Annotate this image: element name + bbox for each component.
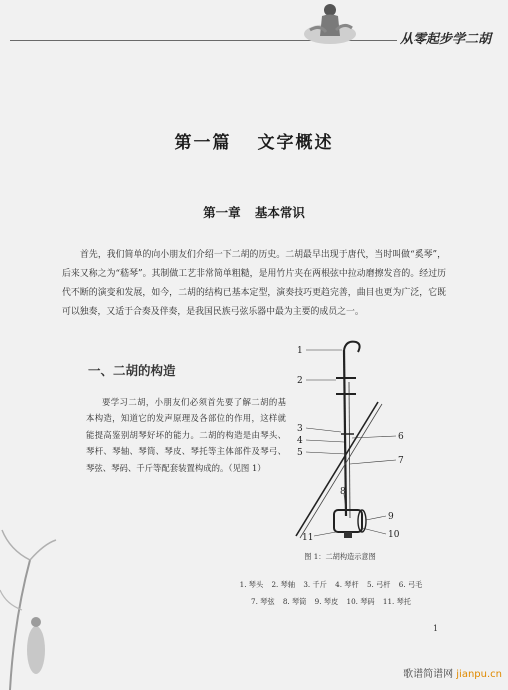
erhu-head	[344, 342, 360, 352]
parts-legend-item: 11. 琴托	[382, 597, 411, 606]
section-title: 一、二胡的构造	[88, 363, 176, 378]
callout-number: 1	[297, 346, 303, 356]
callout-number: 8	[340, 487, 346, 497]
callout-number: 10	[388, 530, 400, 540]
parts-legend-item: 8. 琴筒	[282, 597, 307, 606]
intro-paragraph: 首先，我们简单的向小朋友们介绍一下二胡的历史。二胡最早出现于唐代，当时叫做“奚琴”，后来又称之为“嵇琴”。其制做工艺非常简单粗糙，是用竹片夹在两根弦中拉动磨擦发音的。经过历代不断的演变和发展，如今，二胡的结构已基本定型，演奏技巧更趋完善，曲目也更为广泛，它既可以独奏，又适于合奏及伴奏，是我国民族弓弦乐器中最为主要的成员之一。	[62, 250, 446, 317]
section-paragraph: 要学习二胡，小朋友们必须首先要了解二胡的基本构造，知道它的发声原理及各部位的作用，这样就能提高鉴别胡琴好坏的能力。二胡的构造是由琴头、琴杆、琴轴、琴筒、琴皮、琴托等主体部件及琴弓、琴弦、琴码、千斤等配套装置构成的。（见图 1）	[86, 397, 286, 473]
parts-legend-item: 3. 千斤	[303, 580, 327, 589]
callout-number: 4	[297, 436, 303, 446]
callout-number: 11	[302, 533, 314, 543]
callout-number: 5	[297, 448, 303, 458]
parts-legend-item: 6. 弓毛	[398, 580, 423, 589]
parts-legend-item: 10. 琴码	[346, 597, 375, 606]
callout-number: 6	[398, 432, 404, 442]
chapter-title: 第一章 基本常识	[203, 205, 305, 220]
part-title: 第一篇 文字概述	[174, 133, 334, 153]
callout-number: 3	[297, 424, 303, 434]
watermark-url: jianpu.cn	[456, 669, 502, 680]
parts-legend-item: 2. 琴轴	[271, 580, 296, 589]
decorative-plant-illustration	[0, 500, 60, 690]
parts-legend-item: 9. 琴皮	[314, 597, 339, 606]
page-number: 1	[433, 624, 439, 633]
callout-number: 7	[398, 456, 404, 466]
callout-number: 9	[388, 512, 394, 522]
parts-legend-item: 7. 琴弦	[251, 597, 275, 606]
callout-number: 2	[297, 376, 303, 386]
header-figure-illustration	[300, 0, 360, 44]
erhu-base	[344, 532, 352, 538]
watermark	[403, 665, 502, 680]
erhu-structure-diagram	[286, 338, 426, 550]
parts-legend-item: 5. 弓杆	[366, 580, 391, 589]
figure-caption: 图 1：二胡构造示意图	[304, 552, 376, 561]
parts-legend-row-1	[196, 580, 466, 590]
header-brand-title: 从零起步学二胡	[397, 28, 494, 47]
parts-legend-item: 1. 琴头	[239, 580, 264, 589]
watermark-site-name: 歌谱简谱网	[403, 669, 454, 680]
erhu-bow-hair	[300, 404, 382, 538]
parts-legend-item: 4. 琴杆	[335, 580, 359, 589]
parts-legend-row-2	[196, 597, 466, 607]
